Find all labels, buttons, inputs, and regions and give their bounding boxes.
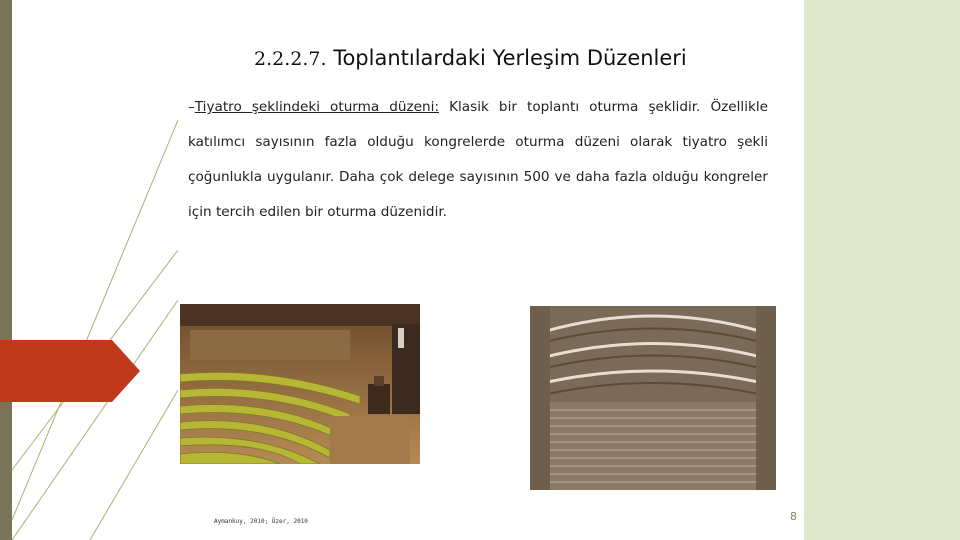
deco-line-4 xyxy=(90,390,178,540)
bullet-dash: – xyxy=(188,99,195,115)
title-text: Toplantılardaki Yerleşim Düzenleri xyxy=(333,46,687,70)
opera-hall-photo xyxy=(530,306,776,490)
slide-title xyxy=(254,46,687,70)
page-number: 8 xyxy=(790,510,797,523)
red-arrow-shape xyxy=(0,340,140,402)
body-paragraph xyxy=(188,90,768,230)
slide-content xyxy=(178,0,804,540)
deco-line-1 xyxy=(12,120,178,520)
title-number: 2.2.2.7. xyxy=(254,48,327,70)
source-citation: Aymankuy, 2010; Özer, 2010 xyxy=(214,518,308,525)
conference-hall-photo xyxy=(180,304,420,464)
paragraph-text: Klasik bir toplantı oturma şeklidir. Özellikle katılımcı sayısının fazla olduğu kongrelerde oturma düzeni olarak tiyatro şekli çoğunlukla uygulanır. Daha çok delege sayısının 500 ve daha fazla olduğu kongreler için tercih edilen bir oturma düzenidir. xyxy=(188,99,768,220)
deco-line-3 xyxy=(12,300,178,540)
term-label: Tiyatro şeklindeki oturma düzeni: xyxy=(194,99,440,115)
